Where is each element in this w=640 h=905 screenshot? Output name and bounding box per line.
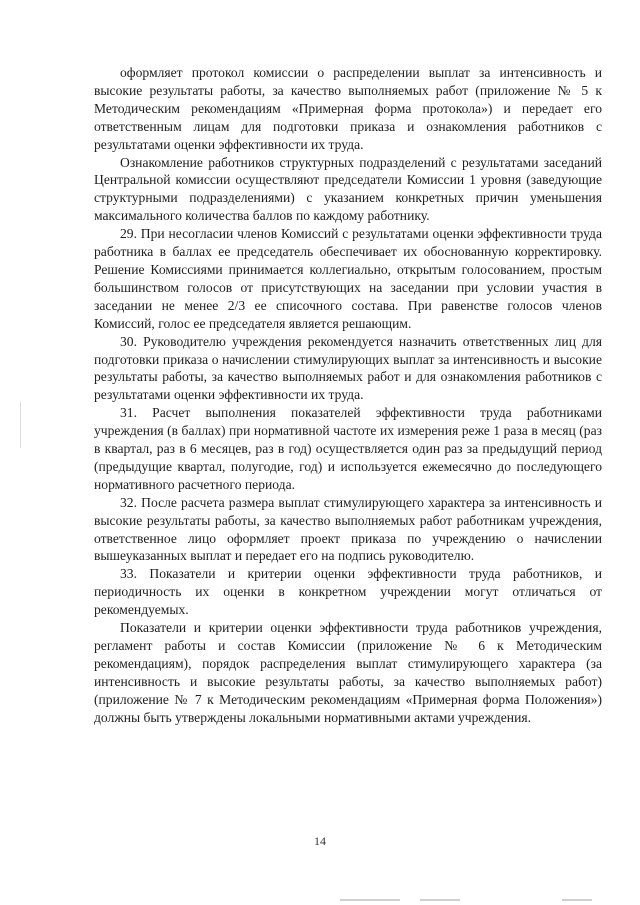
paragraph-familiarization: Ознакомление работников структурных подразделений с результатами заседаний Центральной комиссии осуществляют председатели Комиссии 1 уровня (заведующие структурными подразделениями) с указанием конкретных причин уменьшения максимального количества баллов по каждому работнику.	[94, 154, 602, 224]
scan-margin-artifact	[20, 402, 21, 448]
paragraph-indicators-criteria: Показатели и критерии оценки эффективности труда работников учреждения, регламент работы и состав Комиссии (приложение № 6 к Методическим рекомендациям), порядок распределения выплат стимулирующего характера (за интенсивность и высокие результаты работы, за качество выполняемых работ) (приложение № 7 к Методическим рекомендациям «Примерная форма Положения») должны быть утверждены локальными нормативными актами учреждения.	[94, 620, 602, 725]
document-body	[94, 64, 602, 727]
scan-bottom-artifact	[420, 899, 460, 901]
page-number: 14	[314, 834, 326, 848]
scan-bottom-artifact	[340, 899, 400, 901]
scan-bottom-artifact	[562, 899, 592, 901]
paragraph-clause-32: 32. После расчета размера выплат стимулирующего характера за интенсивность и высокие результаты работы, за качество выполняемых работ работникам учреждения, ответственное лицо оформляет проект приказа по учреждению о начислении вышеуказанных выплат и передает его на подпись руководителю.	[94, 494, 602, 564]
paragraph-protocol-continuation: оформляет протокол комиссии о распределении выплат за интенсивность и высокие результаты работы, за качество выполняемых работ (приложение № 5 к Методическим рекомендациям «Примерная форма протокола») и передает его ответственным лицам для подготовки приказа и ознакомления работников с результатами оценки эффективности их труда.	[94, 65, 602, 152]
paragraph-clause-33: 33. Показатели и критерии оценки эффективности труда работников, и периодичность их оценки в конкретном учреждении могут отличаться от рекомендуемых.	[94, 566, 602, 618]
paragraph-clause-29: 29. При несогласии членов Комиссий с результатами оценки эффективности труда работника в баллах ее председатель обеспечивает их обоснованную корректировку. Решение Комиссиями принимается коллегиально, открытым голосованием, простым большинством голосов от присутствующих на заседании при условии участия в заседании не менее 2/3 ее списочного состава. При равенстве голосов членов Комиссий, голос ее председателя является решающим.	[94, 226, 602, 331]
paragraph-clause-31: 31. Расчет выполнения показателей эффективности труда работниками учреждения (в баллах) при нормативной частоте их измерения реже 1 раза в месяц (раз в квартал, раз в 6 месяцев, раз в год) осуществляется один раз за предыдущий период (предыдущие квартал, полугодие, год) и используется ежемесячно до последующего нормативного расчетного периода.	[94, 405, 602, 492]
paragraph-clause-30: 30. Руководителю учреждения рекомендуется назначить ответственных лиц для подготовки приказа о начислении стимулирующих выплат за интенсивность и высокие результаты работы, за качество выполняемых работ и для ознакомления работников с результатами оценки эффективности их труда.	[94, 333, 602, 403]
